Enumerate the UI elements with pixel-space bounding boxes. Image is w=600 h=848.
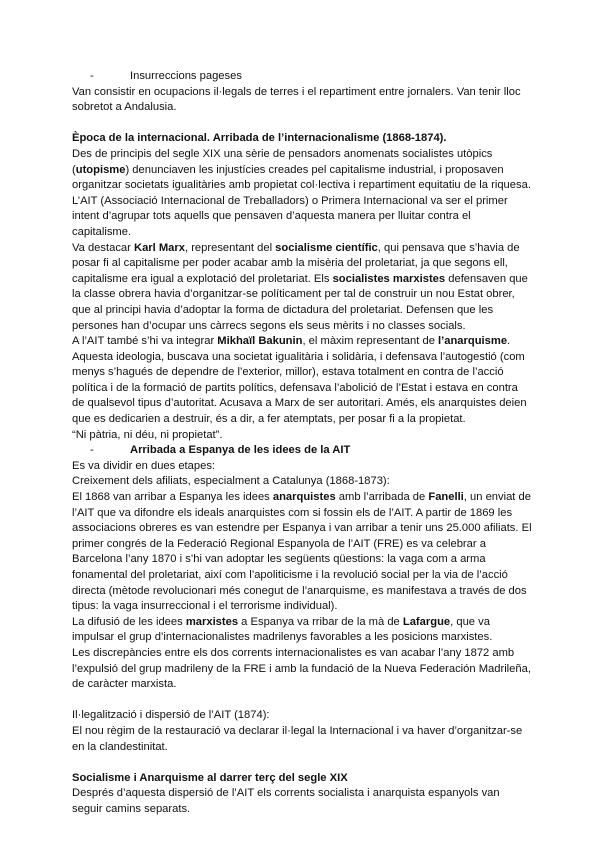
list-item-arribada: [72, 443, 532, 459]
paragraph: Les discrepàncies entre els dos corrents internacionalistes es van acabar l’any 1872 amb l’expulsió del grup madrileny de la FRE i amb la fundació de la Nueva Federación Madrileña, de caràcter marxista.: [72, 646, 531, 691]
paragraph: La difusió de les idees marxistes a Espanya va rribar de la mà de Lafargue, que va impulsar el grup d’internacionalistes madrilenys favorables a les posicions marxistes.: [72, 615, 493, 644]
list-item-insurreccions: [72, 69, 532, 85]
paragraph: A l’AIT també s’hi va integrar Mikhaïl Bakunin, el màxim representant de l’anarquisme. Aquesta ideologia, buscava una societat igualitària i solidària, i defensava l’autogestió (com menys s’hagués de dependre de l’exterior, millor), estava totalment en contra de l’acció política i de la formació de partits polítics, defensava l’abolició de l’Estat i estava en contra de qualsevol tipus d’autoritat. Acusava a Marx de ser autoritari. Amés, els anarquistes deien que es dedicarien a destruir, és a dir, a fer atemptats, per posar fi a la propietat.: [72, 335, 527, 426]
paragraph: Es va dividir en dues etapes:: [72, 459, 216, 472]
paragraph: Va destacar Karl Marx, representant del socialisme científic, qui pensava que s’havia de posar fi al capitalisme per poder acabar amb la misèria del proletariat, ja que segons ell, capitalisme era igual a explotació del proletariat. Els socialistes marxistes defensaven que la classe obrera havia d’organitzar-se políticament per tal de construir un nou Estat obrer, que al principi havia d’adoptar la forma de dictadura del proletariat. Defensen que les persones han d’ocupar uns càrrecs segons els seus mèrits i no classes socials.: [72, 241, 528, 332]
name-fanelli: Fanelli: [428, 491, 464, 504]
paragraph: El nou règim de la restauració va declarar il·legal la Internacional i va haver d’organitzar-se en la clandestinitat.: [72, 724, 523, 753]
quote: “Ni pàtria, ni déu, ni propietat”.: [72, 428, 223, 441]
list-dash: -: [90, 444, 94, 457]
subheading: Il·legalització i dispersió de l’AIT (1874):: [72, 709, 270, 722]
term-anarquisme: l’anarquisme: [438, 335, 508, 348]
term-socialisme-cientific: socialisme científic: [275, 241, 378, 254]
heading-text: Època de la internacional. Arribada de l’internacionalisme (1868-1874).: [72, 132, 447, 145]
name-karl-marx: Karl Marx: [133, 241, 185, 254]
section-heading-internacional: [72, 131, 532, 147]
heading-text: Socialisme i Anarquisme al darrer terç del segle XIX: [72, 771, 348, 784]
section-heading-socialisme: [72, 771, 532, 787]
subheading: Creixement dels afiliats, especialment a Catalunya (1868-1873):: [72, 475, 390, 488]
name-bakunin: Mikhaïl Bakunin: [217, 335, 303, 348]
term-utopisme: utopisme: [75, 163, 126, 176]
list-item-text: Insurreccions pageses: [130, 70, 242, 82]
term-marxistes: marxistes: [185, 615, 239, 628]
term-socialistes-marxistes: socialistes marxistes: [332, 272, 446, 285]
name-lafargue: Lafargue: [402, 615, 451, 628]
paragraph: Van consistir en ocupacions il·legals de terres i el repartiment entre jornalers. Van tenir lloc sobretot a Andalusia.: [72, 85, 521, 114]
list-dash: -: [90, 70, 94, 82]
term-anarquistes: anarquistes: [272, 491, 336, 504]
paragraph: Després d’aquesta dispersió de l’AIT els corrents socialista i anarquista espanyols van seguir camins separats.: [72, 787, 500, 815]
document-page: [72, 69, 532, 818]
paragraph: El 1868 van arribar a Espanya les idees anarquistes amb l’arribada de Fanelli, un enviat de l’AIT que va difondre els ideals anarquistes com si fossin els de l’AIT. A partir de 1869 les associacions obreres es van estendre per Espanya i van arribar a tenir uns 25.000 afiliats. El primer congrés de la Federació Regional Espanyola de l’AIT (FRE) es va celebrar a Barcelona l’any 1870 i s’hi van adoptar les següents qüestions: la vaga com a arma fonamental del proletariat, així com l’apoliticisme i la revolució social per la via de l’acció directa (mètode revolucionari més conegut de l’anarquisme, es manifestava a través de dos tipus: la vaga insurreccional i el terrorisme individual).: [72, 491, 532, 613]
list-item-text: Arribada a Espanya de les idees de la AIT: [130, 444, 351, 457]
paragraph: Des de principis del segle XIX una sèrie de pensadors anomenats socialistes utòpics (utopisme) denunciaven les injustícies creades pel capitalisme industrial, i proposaven organitzar societats igualitàries amb propietat col·lectiva i repartiment equitatiu de la riquesa.: [72, 147, 531, 192]
paragraph: L’AIT (Associació Internacional de Treballadors) o Primera Internacional va ser el primer intent d’agrupar tots aquells que pensaven d’aquesta manera per lluitar contra el capitalisme.: [72, 194, 508, 238]
